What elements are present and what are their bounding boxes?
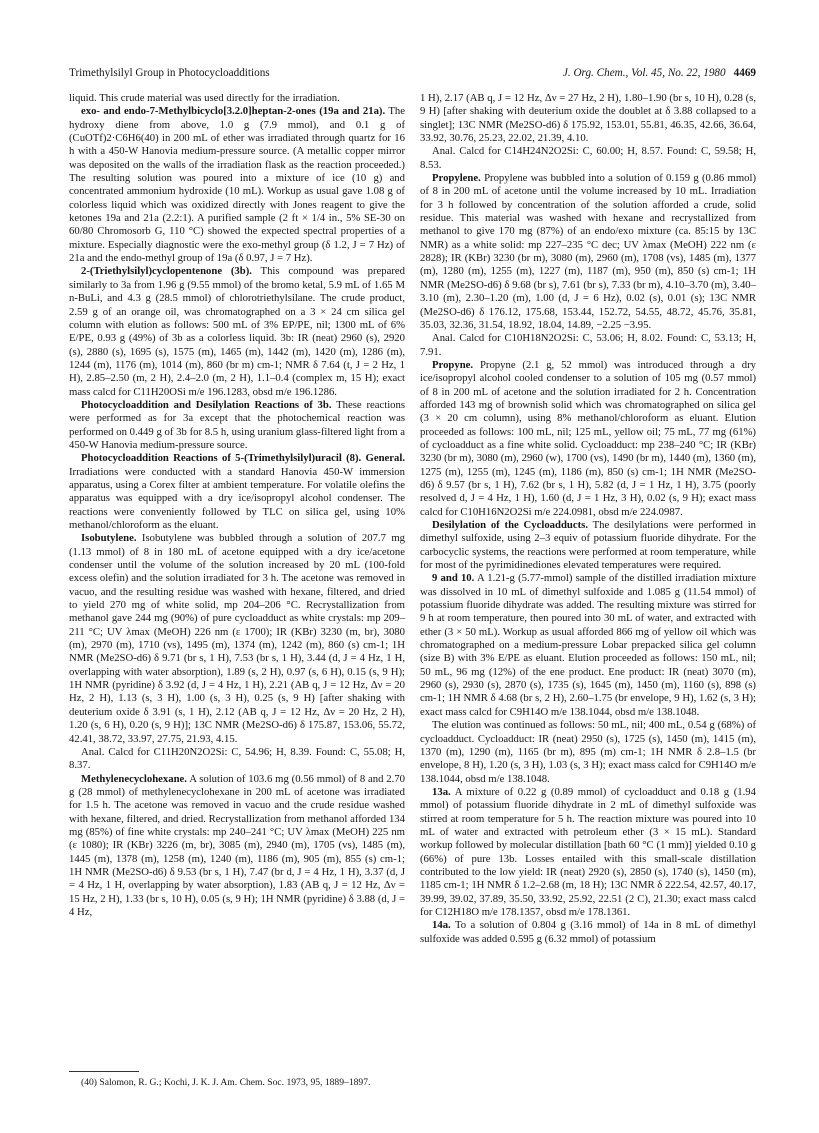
paragraph-text: A 1.21-g (5.77-mmol) sample of the distilled irradiation mixture was dissolved in 10 mL of dimethyl sulfoxide and 1.085 g (11.54 mmol) of potassium fluoride dihydrate was added. The resulting mixture was stirred for 9 h at room temperature, then poured into 30 mL of water, and extracted with ether (3 × 50 mL). Workup as usual afforded 866 mg of yellow oil which was chromatographed on a medium-pressure Lobar prepacked silica gel column (size B) with 3% E/PE as eluant. Elution proceeded as follows: 150 mL, nil; 50 mL, 96 mg (12%) of the ene product. Ene product: IR (neat) 3070 (m), 2960 (s), 2930 (s), 2870 (s), 1735 (s), 1645 (m), 1450 (m), 1160 (s), 898 (s) cm-1; 1H NMR δ 4.68 (br s, 2 H), 2.60–1.75 (br envelope, 9 H), 1.62 (s, 3 H); exact mass calcd for C9H14O m/e 138.1044, obsd m/e 138.1048. <box>420 572 756 718</box>
paragraph-text: To a solution of 0.804 g (3.16 mmol) of 14a in 8 mL of dimethyl sulfoxide was added 0.595 g (6.32 mmol) of potassium <box>420 919 756 945</box>
paragraph-heading: exo- and endo-7-Methylbicyclo[3.2.0]heptan-2-ones (19a and 21a). <box>81 105 386 118</box>
paragraph-text: Anal. Calcd for C10H18N2O2Si: C, 53.06; H, 8.02. Found: C, 53.13; H, 7.91. <box>420 332 756 358</box>
paragraph <box>69 773 405 920</box>
paragraph-heading: Propylene. <box>432 172 481 185</box>
paragraph <box>420 359 756 519</box>
journal-citation <box>563 66 756 80</box>
left-column <box>69 92 405 919</box>
paragraph-text: A solution of 103.6 mg (0.56 mmol) of 8 and 2.70 g (28 mmol) of methylenecyclohexane in 200 mL of acetone was irradiated for 1.5 h. The acetone was removed in vacuo and the crude residue washed with hexane, filtered, and dried. Recrystallization from methanol afforded 134 mg (85%) of fine white crystals: mp 240–241 °C; UV λmax (MeOH) 225 nm (ε 1080); IR (KBr) 3226 (m, br), 3085 (m), 2940 (m), 1705 (vs), 1485 (m), 1445 (m), 1378 (m), 1258 (m), 1240 (m), 1186 (m), 905 (m), 855 (s) cm-1; 1H NMR (Me2SO-d6) δ 9.53 (br s, 1 H), 7.47 (br d, J = 4 Hz, 1 H), 3.37 (d, J = 4 Hz, 1 H, overlapping by water absorption), 1.83 (AB q, J = 12 Hz, Δν = 15 Hz, 2 H), 1.33 (br s, 10 H), 0.05 (s, 9 H); 1H NMR (pyridine) δ 3.88 (d, J = 4 Hz, <box>69 772 405 918</box>
footnote-divider <box>69 1071 139 1072</box>
paragraph-heading: 9 and 10. <box>432 572 475 585</box>
running-head <box>69 66 756 80</box>
paragraph-heading: Isobutylene. <box>81 532 137 545</box>
paragraph: liquid. This crude material was used directly for the irradiation. <box>69 92 340 104</box>
paragraph-text: Propylene was bubbled into a solution of 0.159 g (0.86 mmol) of 8 in 200 mL of acetone until the volume increased by 10 mL. Irradiation for 3 h followed by concentration of the solution afforded a crude, solid residue. This material was washed with hexane and recrystallized from methanol to give 170 mg (87%) of an endo/exo mixture (ca. 85:15 by 13C NMR) as a white solid: mp 227–235 °C dec; UV λmax (MeOH) 222 nm (ε 2828); IR (KBr) 3230 (br m), 3080 (m), 2960 (m), 1708 (vs), 1485 (m), 1377 (m), 1280 (m), 1255 (m), 1227 (m), 1187 (m), 950 (m), 850 (s) cm-1; 1H NMR (Me2SO-d6) δ 9.68 (br s), 7.61 (br s), 7.33 (br m), 4.10–3.70 (m), 3.40–3.10 (m), 2.30–1.20 (m), 1.00 (d, J = 6 Hz), 0.02 (s), 0.01 (s); 13C NMR (Me2SO-d6) δ 176.12, 175.68, 153.44, 152.72, 54.55, 48.72, 45.76, 35.81, 35.03, 32.36, 31.54, 18.92, 18.04, 14.89, −2.25 −3.95. <box>420 172 757 331</box>
paragraph-text: This compound was prepared similarly to 3a from 1.96 g (9.55 mmol) of the bromo ketal, 5.9 mL of 1.65 M n-BuLi, and 4.3 g (28.5 mmol) of chlorotriethylsilane. The crude product, 2.59 g of an orange oil, was chromatographed on a 3 × 24 cm silica gel column with elution as follows: 500 mL of 3% EP/PE, nil; 1300 mL of 6% E/PE, 0.93 g (49%) of 3b as a colorless liquid. 3b: IR (neat) 2960 (s), 2920 (s), 2880 (s), 1695 (s), 1575 (m), 1465 (m), 1442 (m), 1420 (m), 1286 (m), 1244 (m), 1176 (m), 1014 (m), 860 (br m) cm-1; NMR δ 7.64 (t, J = 2 Hz, 1 H), 2.85–2.50 (m, 2 H), 2.4–2.0 (m, 2 H), 1.1–0.4 (complex m, 15 H); exact mass calcd for C11H20OSi m/e 196.1283, obsd m/e 196.1286. <box>69 265 406 398</box>
paragraph <box>420 786 756 919</box>
journal-reference: J. Org. Chem., Vol. 45, No. 22, 1980 <box>562 67 726 79</box>
paragraph <box>420 572 756 719</box>
paragraph-text: Anal. Calcd for C14H24N2O2Si: C, 60.00; H, 8.57. Found: C, 59.58; H, 8.53. <box>420 145 756 171</box>
paragraph <box>420 519 756 572</box>
paragraph-text: The elution was continued as follows: 50 mL, nil; 400 mL, 0.54 g (68%) of cycloadduct. Cycloadduct: IR (neat) 2950 (s), 1725 (s), 1450 (m), 1415 (m), 1370 (m), 1290 (m), 1165 (br m), 895 (m) cm-1; 1H NMR δ 2.8–1.5 (br envelope, 8 H), 1.20 (s, 3 H), 1.03 (s, 3 H); exact mass calcd for C9H14O m/e 138.1044, obsd m/e 138.1048. <box>420 719 756 785</box>
paragraph-text: Anal. Calcd for C11H20N2O2Si: C, 54.96; H, 8.39. Found: C, 55.08; H, 8.37. <box>69 745 405 772</box>
paragraph <box>420 92 756 145</box>
paragraph <box>420 145 756 172</box>
paragraph-heading: Propyne. <box>432 358 474 371</box>
paragraph-heading: Desilylation of the Cycloadducts. <box>432 519 588 531</box>
paragraph <box>420 332 756 359</box>
paragraph-text: The hydroxy diene from above, 1.0 g (7.9 mmol), and 0.1 g of (CuOTf)2·C6H6(40) in 200 mL of ether was irradiated through quartz for 16 h with a 450-W Hanovia medium-pressure source. (A metallic copper mirror was deposited on the walls of the irradiation flask as the reaction proceeded.) The resulting solution was poured into a mixture of ice (10 g) and concentrated ammonium hydroxide (10 mL). Workup as usual gave 1.08 g of colorless liquid which was oxidized directly with Jones reagent to give the ketones 19a and 21a (2.2:1). A purified sample (2 ft × 1/4 in., 5% SE-30 on 60/80 Chromosorb G, 110 °C) showed the expected spectral properties of a mixture. Especially diagnostic were the exo-methyl group (δ 1.2, J = 7 Hz) of 21a and the endo-methyl group of 19a (δ 0.97, J = 7 Hz). <box>69 105 405 265</box>
paragraph-heading: Photocycloaddition Reactions of 5-(Trimethylsilyl)uracil (8). General. <box>81 452 405 465</box>
paragraph <box>69 265 405 398</box>
paragraph <box>420 919 756 946</box>
running-title: Trimethylsilyl Group in Photocycloadditions <box>69 67 270 79</box>
paragraph-text: These reactions were performed as for 3a except that the photochemical reaction was performed on 0.449 g of 3b for 8.5 h, using uranium glass-filtered light from a 450-W Hanovia medium-pressure source. <box>69 398 406 451</box>
paragraph <box>69 532 405 746</box>
paragraph-text: A mixture of 0.22 g (0.89 mmol) of cycloadduct and 0.18 g (1.94 mmol) of potassium fluoride dihydrate in 2 mL of dimethyl sulfoxide was stirred at room temperature for 5 h. The reaction mixture was poured into 10 mL of water and extracted with petroleum ether (3 × 15 mL). Standard workup followed by molecular distillation [bath 60 °C (1 mm)] yielded 0.10 g (66%) of pure 13b. Losses entailed with this small-scale distillation contributed to the low yield: IR (neat) 2920 (s), 2850 (s), 1740 (s), 1450 (m), 1185 cm-1; 1H NMR δ 1.2–2.68 (m, 18 H); 13C NMR δ 222.54, 42.57, 40.17, 39.99, 39.02, 37.89, 35.50, 33.92, 25.92, 22.51 (2 C), 21.30; exact mass calcd for C12H18O m/e 178.1357, obsd m/e 178.1361. <box>420 785 756 918</box>
paragraph <box>69 746 405 773</box>
paragraph-heading: 2-(Triethylsilyl)cyclopentenone (3b). <box>81 265 252 278</box>
paragraph-heading: 14a. <box>432 919 451 932</box>
paragraph-heading: Methylenecyclohexane. <box>81 772 187 785</box>
paragraph <box>420 172 756 332</box>
paragraph-heading: 13a. <box>432 785 451 798</box>
paragraph <box>69 105 405 265</box>
footnote: (40) Salomon, R. G.; Kochi, J. K. J. Am. Chem. Soc. 1973, 95, 1889–1897. <box>81 1077 371 1088</box>
right-column <box>420 92 756 946</box>
paragraph-text: The desilylations were performed in dimethyl sulfoxide, using 2–3 equiv of potassium fluoride dihydrate. For the carbocyclic systems, the reactions were performed at room temperature, while for most of the pyrimidinediones elevated temperatures were required. <box>420 519 757 572</box>
paragraph-text: Irradiations were conducted with a standard Hanovia 450-W immersion apparatus, using a Corex filter at ambient temperature. For volatile olefins the apparatus was equipped with a dry ice/isopropyl alcohol condenser. The reactions were conveniently followed by TLC on silica gel, using 10% methanol/chloroform as the eluant. <box>69 465 405 531</box>
page-number: 4469 <box>733 67 756 79</box>
paragraph-text: Isobutylene was bubbled through a solution of 207.7 mg (1.13 mmol) of 8 in 180 mL of acetone equipped with a dry ice/acetone condenser until the volume of the solution increased by 20 mL (100-fold excess olefin) and the solution irradiated for 3 h. The acetone was removed in vacuo, and the resulting residue was washed with hexane, filtered, and dried to yield 270 mg of white solid, mp 204–206 °C. Recrystallization from methanol gave 244 mg (90%) of pure cycloadduct as white crystals: mp 209–211 °C; UV λmax (MeOH) 226 nm (ε 1700); IR (KBr) 3230 (m, br), 3080 (m), 2970 (m), 1710 (vs), 1495 (m), 1374 (m), 1242 (m), 860 (s) cm-1; 1H NMR (Me2SO-d6) δ 9.71 (br s, 1 H), 7.53 (br s, 1 H), 3.44 (d, J = 4 Hz, 1 H, overlapping with water absorption), 1.89 (s, 2 H), 0.97 (s, 6 H), 0.15 (s, 9 H); 1H NMR (pyridine) δ 3.92 (d, J = 4 Hz, 1 H), 2.21 (AB q, J = 12 Hz, Δν = 20 Hz, 2 H), 1.13 (s, 3 H), 1.00 (s, 3 H), 0.25 (s, 9 H) [after shaking with deuterium oxide δ 3.91 (s, 1 H), 2.12 (AB q, J = 12 Hz, Δν = 20 Hz, 2 H), 1.20 (s, 6 H), 0.20 (s, 9 H)]; 13C NMR (Me2SO-d6) δ 175.87, 153.06, 55.72, 42.41, 38.72, 33.97, 27.75, 21.93, 4.15. <box>69 532 405 745</box>
paragraph <box>69 452 405 532</box>
paragraph-heading: Photocycloaddition and Desilylation Reactions of 3b. <box>81 398 332 411</box>
paragraph-text: Propyne (2.1 g, 52 mmol) was introduced through a dry ice/isopropyl alcohol cooled condenser to a solution of 105 mg (0.57 mmol) of 8 in 200 mL of acetone and the solution irradiated for 2 h. Concentration afforded 143 mg of brownish solid which was chromatographed on silica gel (3 × 20 cm column), using 8% methanol/chloroform as eluant. Elution proceeded as follows: 100 mL, nil; 125 mL, yellow oil; 75 mL, 77 mg (61%) of cycloadduct as a fine white solid. Cycloadduct: mp 238–240 °C; IR (KBr) 3230 (br m), 3080 (m), 2960 (w), 1700 (vs), 1490 (br m), 1440 (m), 1360 (m), 1275 (m), 1255 (m), 1245 (m), 1186 (m), 850 (s) cm-1; 1H NMR (Me2SO-d6) δ 9.57 (br s, 1 H), 7.62 (br s, 1 H), 5.82 (d, J = 1 Hz, 1 H), 3.75 (poorly resolved d, J = 4 Hz, 1 H), 1.60 (d, J = 1 Hz, 3 H), 0.02 (s, 9 H); exact mass calcd for C10H16N2O2Si m/e 224.0981, obsd m/e 224.0987. <box>420 358 757 518</box>
paragraph <box>69 399 405 452</box>
paragraph-text: 1 H), 2.17 (AB q, J = 12 Hz, Δν = 27 Hz, 2 H), 1.80–1.90 (br s, 10 H), 0.28 (s, 9 H) [after shaking with deuterium oxide the doublet at δ 3.88 collapsed to a singlet]; 13C NMR (Me2SO-d6) δ 175.92, 153.01, 55.81, 46.35, 42.66, 36.64, 33.92, 30.76, 25.23, 22.02, 21.39, 4.10. <box>420 92 756 145</box>
paragraph <box>420 719 756 786</box>
